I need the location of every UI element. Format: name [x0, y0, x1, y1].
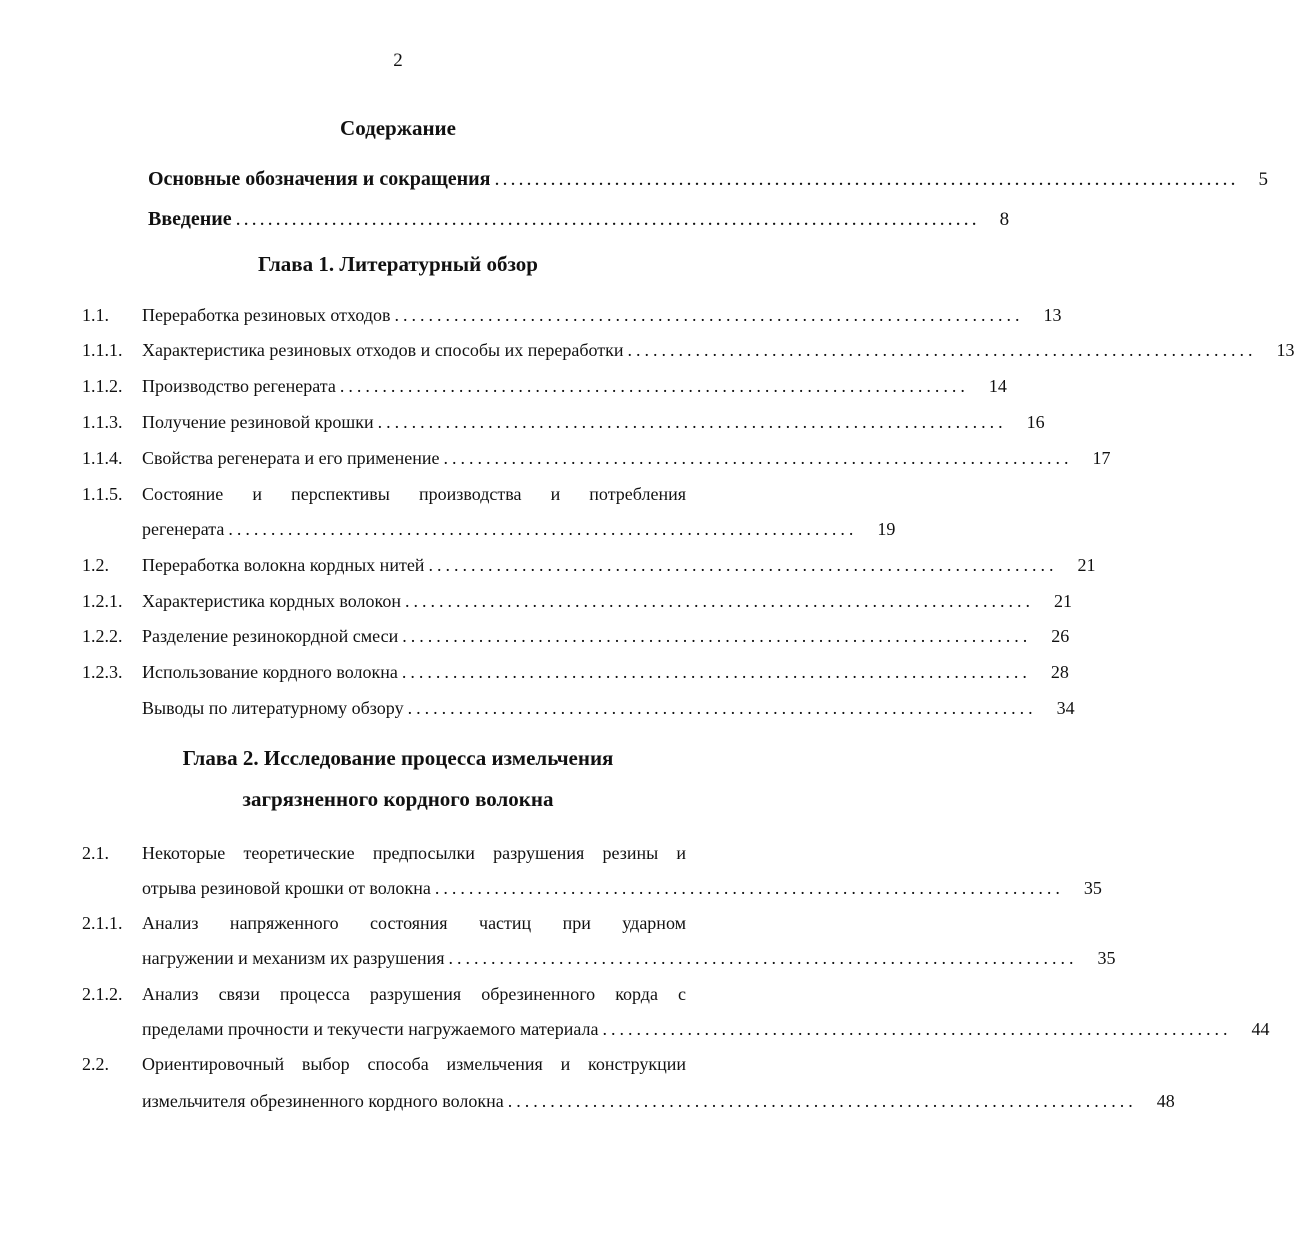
section-title-line2: нагружении и механизм их разрушения: [142, 948, 445, 968]
section-title: Получение резиновой крошки: [142, 412, 374, 432]
section-page: 13: [1276, 340, 1295, 360]
section-title: Свойства регенерата и его применение: [142, 448, 440, 468]
toc-entry-label: Введение: [148, 208, 232, 230]
toc-front-entry: [148, 208, 1010, 231]
section-title: Характеристика кордных волокон: [142, 591, 401, 611]
dot-leader: ..........................................................................: [401, 662, 1031, 682]
section-title: Разделение резинокордной смеси: [142, 626, 399, 646]
section-page: 34: [1056, 698, 1075, 718]
section-number: 2.1.2.: [82, 984, 123, 1004]
chapter-2-title-line2: загрязненного кордного волокна: [242, 787, 554, 811]
section-title: Характеристика резиновых отходов и способы их переработки: [142, 340, 624, 360]
section-title-line1: Анализ напряженного состояния частиц при ударном: [142, 913, 686, 933]
section-title-line1: Анализ связи процесса разрушения обрезиненного корда с: [142, 984, 686, 1004]
chapter-2-title-line1: Глава 2. Исследование процесса измельчения: [182, 746, 614, 770]
dot-leader: ..........................................................................: [405, 591, 1034, 611]
section-number: 2.1.1.: [82, 913, 123, 933]
section-number: 1.1.1.: [82, 340, 123, 360]
section-number: 1.1.2.: [82, 376, 123, 396]
dot-leader: ..........................................................................: [507, 1091, 1137, 1111]
section-page: 26: [1051, 626, 1070, 646]
dot-leader: ..........................................................................: [394, 305, 1024, 325]
dot-leader: ..........................................................................: [228, 519, 858, 539]
section-page: 14: [988, 376, 1007, 396]
section-page: 44: [1251, 1019, 1270, 1039]
dot-leader: ..........................................................................: [448, 948, 1078, 968]
toc-front-entry: [148, 168, 1268, 191]
section-title-line1: Некоторые теоретические предпосылки разрушения резины и: [142, 843, 686, 863]
dot-leader: ..........................................................................: [602, 1019, 1232, 1039]
section-page: 19: [877, 519, 896, 539]
section-number: 1.2.2.: [82, 626, 123, 646]
section-page: 13: [1043, 305, 1062, 325]
dot-leader: ..........................................................................: [443, 448, 1073, 468]
page-number: 2: [393, 50, 403, 71]
section-number: 1.1.: [82, 305, 109, 325]
chapter-1-title: Глава 1. Литературный обзор: [258, 252, 538, 276]
dot-leader: ..........................................................................: [402, 626, 1032, 646]
section-title-line2: отрыва резиновой крошки от волокна: [142, 878, 431, 898]
section-title-line2: регенерата: [142, 519, 225, 539]
section-page: 35: [1097, 948, 1116, 968]
section-title-line1: Ориентировочный выбор способа измельчения и конструкции: [142, 1054, 686, 1074]
section-title: Использование кордного волокна: [142, 662, 398, 682]
dot-leader: ..........................................................................: [377, 412, 1007, 432]
section-number: 1.2.: [82, 555, 109, 575]
section-page: 35: [1083, 878, 1102, 898]
section-number: 1.2.3.: [82, 662, 123, 682]
section-number: 1.1.3.: [82, 412, 123, 432]
dot-leader: ..........................................................................: [428, 555, 1058, 575]
dot-leader: ..........................................................................: [627, 340, 1257, 360]
dot-leader: ..........................................................................: [434, 878, 1064, 898]
section-number: 1.2.1.: [82, 591, 123, 611]
section-title-line2: пределами прочности и текучести нагружаемого материала: [142, 1019, 599, 1039]
section-number: 1.1.5.: [82, 484, 123, 504]
toc-entry-label: Основные обозначения и сокращения: [148, 168, 491, 190]
section-page: 17: [1092, 448, 1111, 468]
section-title-line2: измельчителя обрезиненного кордного волокна: [142, 1091, 504, 1111]
section-page: 48: [1156, 1091, 1175, 1111]
section-title: Выводы по литературному обзору: [142, 698, 404, 718]
section-page: 16: [1026, 412, 1045, 432]
dot-leader: ..........................................................................: [339, 376, 969, 396]
section-number: 2.1.: [82, 843, 109, 863]
section-title-line1: Состояние и перспективы производства и потребления: [142, 484, 686, 504]
toc-entry-page: 8: [999, 209, 1010, 230]
dot-leader: .............................................................................................: [494, 168, 1239, 190]
section-title: Переработка резиновых отходов: [142, 305, 391, 325]
toc-entry-page: 5: [1258, 169, 1268, 190]
section-page: 28: [1050, 662, 1069, 682]
section-number: 2.2.: [82, 1054, 109, 1074]
section-title: Производство регенерата: [142, 376, 336, 396]
dot-leader: .............................................................................................: [235, 208, 980, 230]
section-title: Переработка волокна кордных нитей: [142, 555, 425, 575]
page-title: Содержание: [340, 116, 456, 140]
section-page: 21: [1054, 591, 1072, 611]
section-page: 21: [1077, 555, 1096, 575]
dot-leader: ..........................................................................: [407, 698, 1037, 718]
section-number: 1.1.4.: [82, 448, 123, 468]
